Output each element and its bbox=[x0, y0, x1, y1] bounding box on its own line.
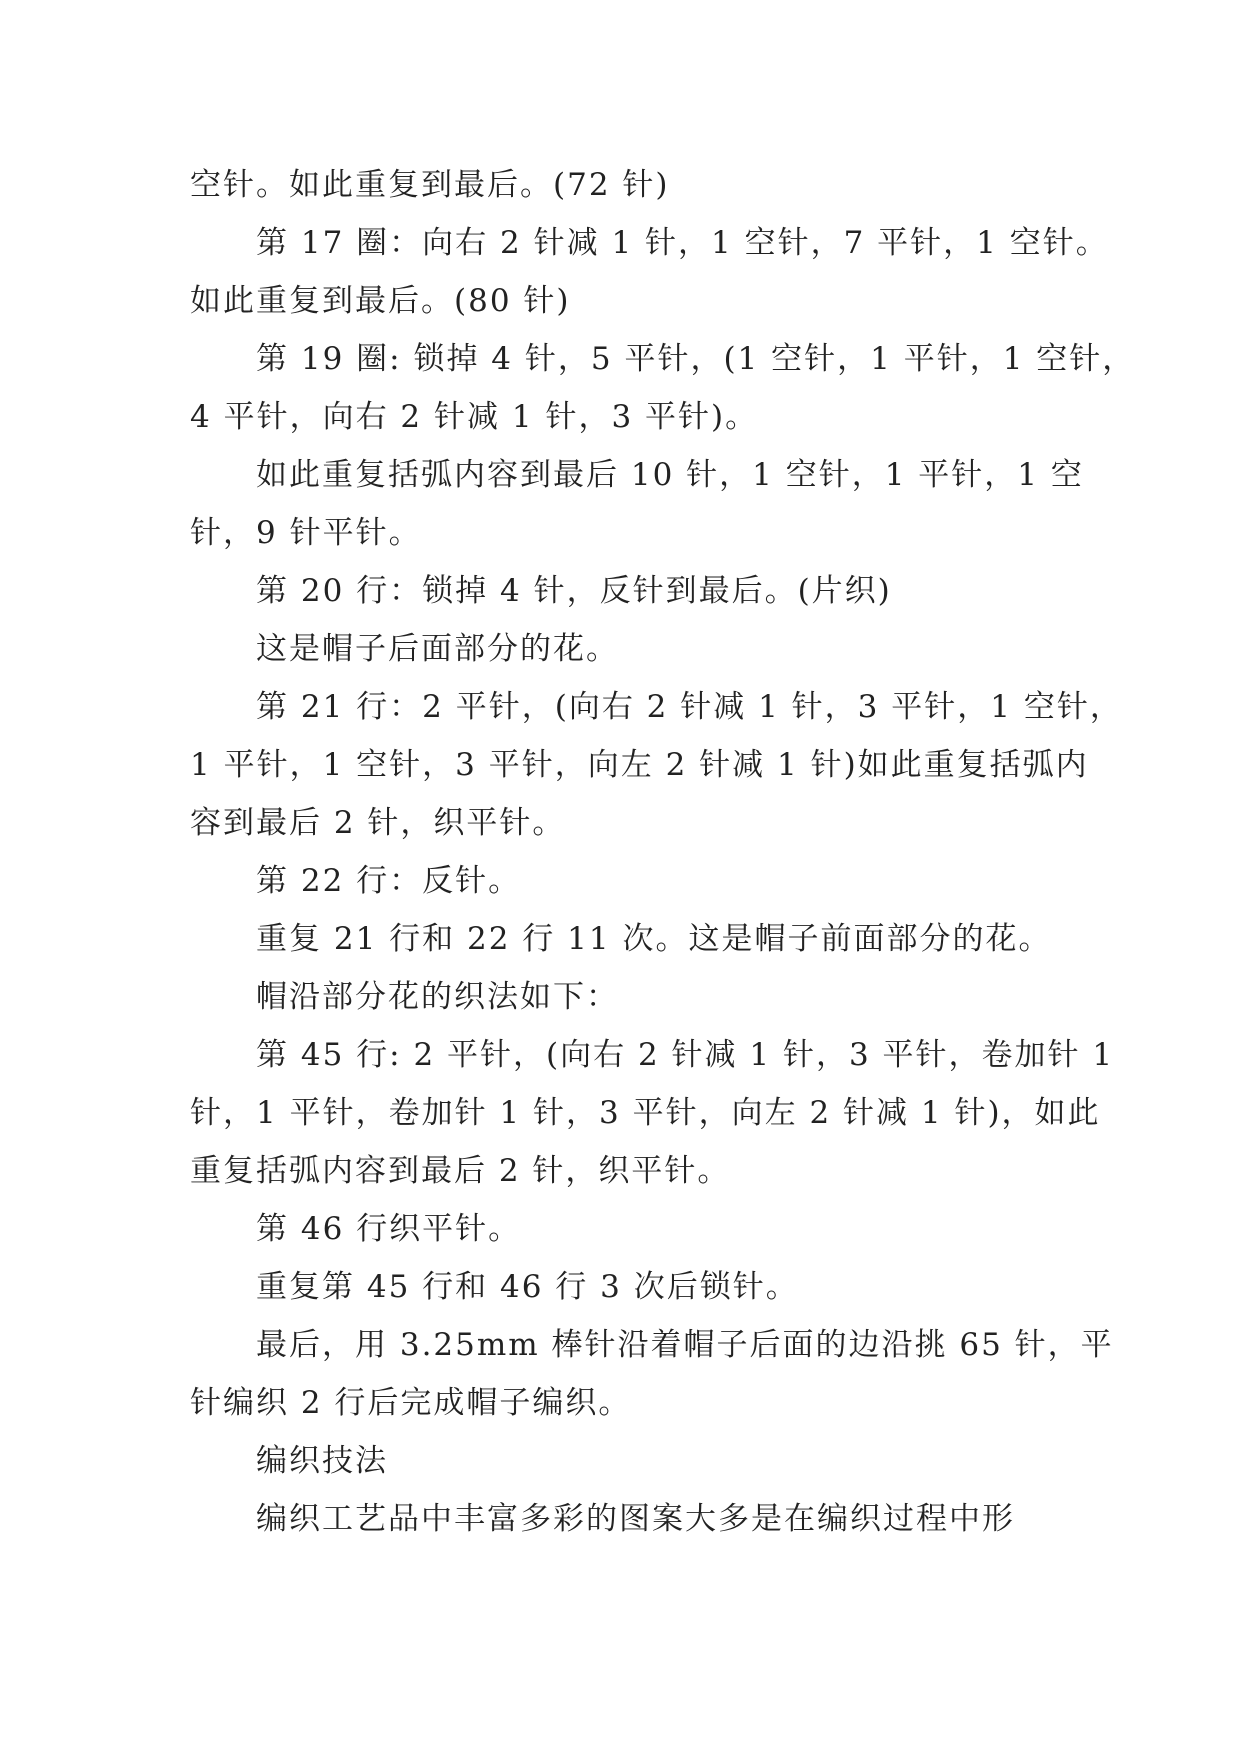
text-line: 第 46 行织平针。 bbox=[256, 1211, 522, 1247]
text-line: 第 21 行：2 平针，(向右 2 针减 1 针，3 平针，1 空针， bbox=[256, 689, 1123, 725]
text-line: 第 22 行：反针。 bbox=[256, 863, 522, 899]
text-line: 重复 21 行和 22 行 11 次。这是帽子前面部分的花。 bbox=[256, 921, 1052, 957]
text-line: 空针。如此重复到最后。(72 针) bbox=[190, 167, 670, 203]
text-line: 第 17 圈：向右 2 针减 1 针，1 空针，7 平针，1 空针。 bbox=[256, 225, 1109, 261]
text-line: 这是帽子后面部分的花。 bbox=[256, 631, 619, 667]
text-line: 重复括弧内容到最后 2 针，织平针。 bbox=[190, 1153, 731, 1189]
text-line: 如此重复到最后。(80 针) bbox=[190, 283, 571, 319]
text-line: 4 平针，向右 2 针减 1 针，3 平针)。 bbox=[190, 399, 759, 435]
text-line: 第 45 行: 2 平针，(向右 2 针减 1 针，3 平针，卷加针 1 bbox=[256, 1037, 1115, 1073]
section-heading: 编织技法 bbox=[256, 1443, 388, 1479]
text-line: 编织工艺品中丰富多彩的图案大多是在编织过程中形 bbox=[256, 1501, 1015, 1537]
text-line: 针，9 针平针。 bbox=[190, 515, 422, 551]
text-line: 针，1 平针，卷加针 1 针，3 平针，向左 2 针减 1 针)，如此 bbox=[190, 1095, 1101, 1131]
text-line: 重复第 45 行和 46 行 3 次后锁针。 bbox=[256, 1269, 799, 1305]
text-line: 容到最后 2 针，织平针。 bbox=[190, 805, 566, 841]
text-line: 最后，用 3.25mm 棒针沿着帽子后面的边沿挑 65 针，平 bbox=[256, 1327, 1114, 1363]
text-line: 第 19 圈: 锁掉 4 针，5 平针，(1 空针，1 平针，1 空针， bbox=[256, 341, 1136, 377]
text-line: 1 平针，1 空针，3 平针，向左 2 针减 1 针)如此重复括弧内 bbox=[190, 747, 1089, 783]
text-line: 针编织 2 行后完成帽子编织。 bbox=[190, 1385, 632, 1421]
text-line: 第 20 行：锁掉 4 针，反针到最后。(片织) bbox=[256, 573, 892, 609]
text-line: 帽沿部分花的织法如下： bbox=[256, 979, 619, 1015]
text-line: 如此重复括弧内容到最后 10 针，1 空针，1 平针，1 空 bbox=[256, 457, 1084, 493]
